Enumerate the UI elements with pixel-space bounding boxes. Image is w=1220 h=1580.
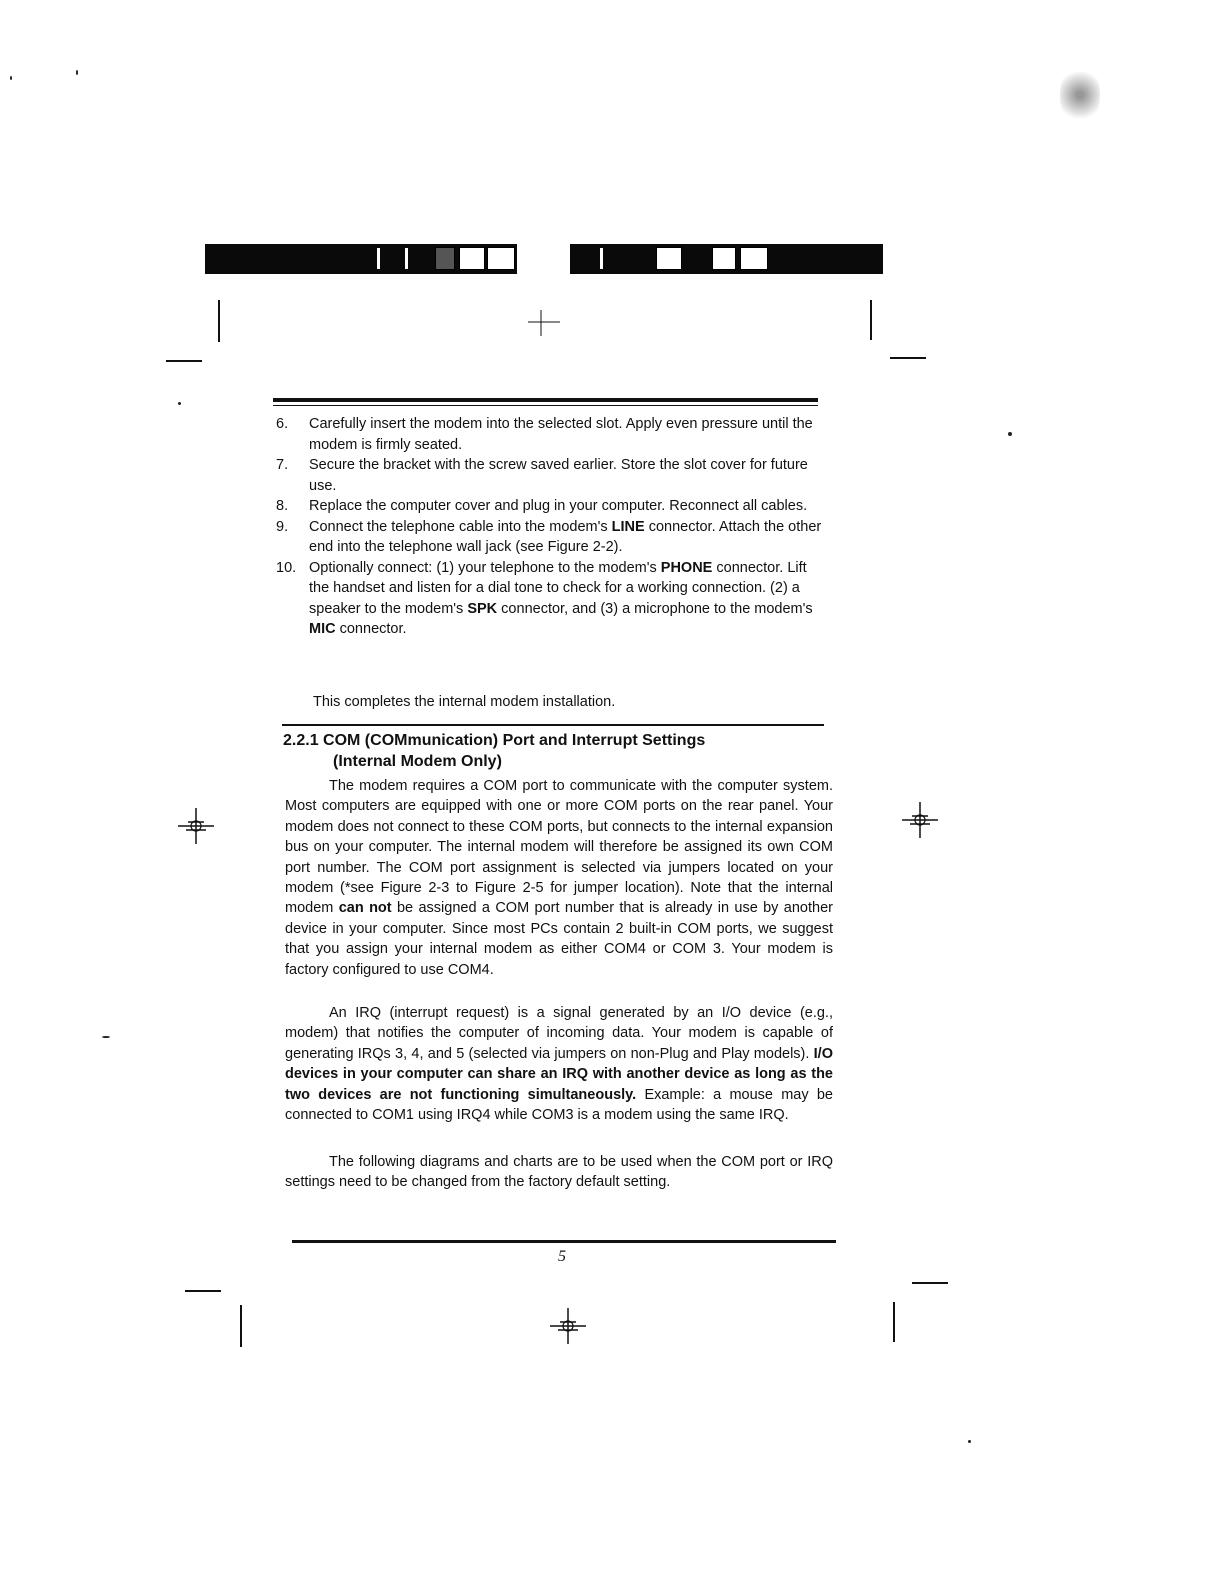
scan-noise	[10, 76, 12, 80]
registration-mark-icon	[176, 806, 216, 846]
paragraph-com-port	[285, 776, 833, 980]
step-number: 9.	[276, 518, 289, 535]
bar-tick	[600, 248, 603, 269]
connector-label: LINE	[611, 518, 645, 535]
paragraph-irq	[285, 1003, 833, 1125]
bar-box	[740, 247, 768, 270]
step-text: Replace the computer cover and plug in your computer. Reconnect all cables.	[309, 498, 808, 514]
paragraph-text: The following diagrams and charts are to be used when the COM port or IRQ settings need to be changed from the factory default setting.	[285, 1154, 833, 1191]
registration-mark-icon	[900, 800, 940, 840]
crop-mark-icon	[218, 300, 220, 342]
paragraph-text: The modem requires a COM port to communicate with the computer system. Most computers are equipped with one or more COM ports on the rear panel. Your modem does not connect to these COM ports, but connects to the internal expansion bus on your computer. The internal modem will therefore be assigned its own COM port number. The COM port assignment is selected via jumpers located on your modem (*see Figure 2-3 to Figure 2-5 for jumper location). Note that the internal modem	[285, 778, 833, 917]
step-text: Carefully insert the modem into the selected slot. Apply even pressure until the modem is firmly seated.	[309, 416, 813, 453]
step-number: 8.	[276, 498, 289, 514]
section-subtitle: (Internal Modem Only)	[333, 753, 502, 770]
crop-mark-icon	[185, 1290, 221, 1292]
step-text-part: connector. Attach the other end into the telephone wall jack (see Figure 2-2).	[309, 518, 822, 555]
top-rule	[273, 398, 818, 402]
paragraph-text: be assigned a COM port number that is already in use by another device in your computer. Since most PCs contain 2 built-in COM ports, we suggest that you assign your internal modem as either COM4 or COM 3. Your modem is factory configured to use COM4.	[285, 900, 833, 978]
bar-box	[656, 247, 682, 270]
bar-box	[712, 247, 736, 270]
emphasis-text: can not	[338, 900, 392, 917]
connector-label: PHONE	[660, 559, 713, 576]
step-text	[309, 560, 813, 638]
step-text-part: connector.	[335, 621, 407, 637]
list-item	[276, 455, 822, 496]
footer-rule	[292, 1240, 836, 1243]
step-text-part: Optionally connect: (1) your telephone to the modem's	[309, 559, 661, 576]
paragraph-diagrams-note	[285, 1152, 833, 1193]
bar-tick	[377, 248, 380, 269]
step-number: 6.	[276, 416, 289, 432]
crop-mark-icon	[912, 1282, 948, 1284]
step-text	[309, 519, 821, 556]
completion-note: This completes the internal modem installation.	[313, 694, 616, 710]
step-number: 10.	[276, 559, 297, 576]
paragraph-text: Example: a mouse may be connected to COM1 using IRQ4 while COM3 is a modem using the same IRQ.	[285, 1086, 833, 1124]
step-text-part: connector, and (3) a microphone to the modem's	[497, 600, 813, 617]
top-rule-thin	[273, 405, 818, 406]
list-item	[276, 496, 822, 517]
header-registration-bar-right	[570, 244, 883, 274]
crop-mark-icon	[240, 1305, 242, 1347]
list-item	[276, 517, 822, 558]
connector-label: SPK	[467, 600, 498, 617]
section-title: 2.2.1 COM (COMmunication) Port and Interrupt Settings	[283, 732, 706, 749]
page-number: 5	[558, 1248, 566, 1265]
emphasis-text: I/O devices in your computer can share an IRQ with another device as long as the two devices are not functioning simultaneously.	[285, 1045, 833, 1103]
paragraph-text: An IRQ (interrupt request) is a signal generated by an I/O device (e.g., modem) that notifies the computer of incoming data. Your modem is capable of generating IRQs 3, 4, and 5 (selected via jumpers on non-Plug and Play models).	[285, 1005, 833, 1062]
section-rule	[282, 724, 824, 726]
header-registration-bar-left	[205, 244, 517, 274]
installation-steps-list	[276, 414, 822, 640]
bar-tick	[405, 248, 408, 269]
crop-mark-icon	[870, 300, 872, 340]
list-item	[276, 558, 822, 640]
registration-mark-icon	[548, 1306, 588, 1346]
section-heading	[283, 730, 823, 772]
scan-noise	[102, 1036, 110, 1038]
step-text: Secure the bracket with the screw saved earlier. Store the slot cover for future use.	[309, 457, 808, 494]
scan-noise	[1060, 60, 1100, 130]
scan-noise	[1008, 432, 1012, 436]
step-text-part: connector. Lift the handset and listen for a dial tone to check for a working connection. (2) a speaker to the modem's	[309, 559, 807, 617]
crop-mark-icon	[166, 360, 202, 362]
bar-box	[459, 247, 485, 270]
step-number: 7.	[276, 457, 289, 473]
scan-noise	[178, 402, 181, 405]
bar-box	[487, 247, 515, 270]
registration-mark-icon	[524, 306, 564, 346]
bar-box	[435, 247, 455, 270]
connector-label: MIC	[309, 621, 336, 637]
list-item	[276, 414, 822, 455]
scan-noise	[968, 1440, 971, 1443]
step-text-part: Connect the telephone cable into the modem's	[309, 518, 612, 535]
crop-mark-icon	[893, 1302, 895, 1342]
scan-noise	[76, 70, 78, 75]
crop-mark-icon	[890, 357, 926, 359]
